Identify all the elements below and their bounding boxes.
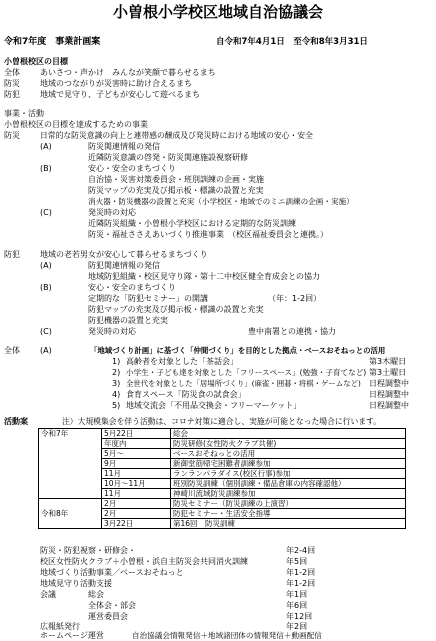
homepage-value: 自治協議会情報発信＋地域諸団体の情報発信＋動画配信 <box>132 631 322 640</box>
event-cell: 班別防災訓練（個別訓練・備品倉庫の内容確認他） <box>171 479 406 489</box>
bousai-item: 発災時の対応 <box>88 208 136 217</box>
goal-label: 防犯 <box>4 90 20 99</box>
date-cell: 11月 <box>102 469 171 479</box>
summary-label: 防災・防犯視察・研修会・ <box>40 546 136 555</box>
group-mark: (A) <box>40 346 52 355</box>
summary-value: 年5回 <box>286 557 308 566</box>
year-cell: 令和7年 <box>39 429 102 499</box>
document-title: 小曽根小学校区地域自治協議会 <box>112 3 323 21</box>
goal-label: 防災 <box>4 79 20 88</box>
bouhan-item: 防犯機器の設置と充実 <box>88 316 168 325</box>
event-cell: 防災研修(女性防火クラブ共催) <box>171 439 406 449</box>
activities-subheading: 小曽根校区の目標を達成するための事業 <box>4 120 148 129</box>
schedule-table <box>38 428 406 529</box>
meetings-label: 会議 <box>40 590 56 599</box>
newsletter-label: 広報紙発行 <box>40 622 80 631</box>
event-cell: ベースおそねっとの活用 <box>171 449 406 459</box>
meeting-name: 運営委員会 <box>88 612 128 621</box>
seminar-frequency: （年：1-2回） <box>268 294 322 303</box>
bousai-item: 防災マップの充実及び掲示板・標識の設置と充実 <box>88 186 264 195</box>
group-mark: (B) <box>40 283 52 292</box>
event-cell: 神崎川流域防災訓練参加 <box>171 489 406 499</box>
event-cell: 新御堂筋帰宅困難者訓練参加 <box>171 459 406 469</box>
zentai-item: 全世代を対象とした「居場所づくり」(麻雀・囲碁・将棋・ゲームなど) <box>126 379 361 388</box>
police-note: 豊中南署との連携・協力 <box>248 327 336 336</box>
zentai-item-num: 2) <box>112 368 121 377</box>
activities-heading: 事業・活動 <box>4 109 44 118</box>
summary-value: 年1-2回 <box>286 579 316 588</box>
group-mark: (A) <box>40 261 52 270</box>
goal-text: 地域で見守り、子どもが安心して遊べるまち <box>40 90 200 99</box>
bousai-item: 安心・安全のまちづくり <box>88 164 176 173</box>
event-cell: ランランパラダイス(校区行事)参加 <box>171 469 406 479</box>
summary-value: 年1-2回 <box>286 568 316 577</box>
event-cell: 総会 <box>171 429 406 439</box>
goals-heading: 小曽根校区の目標 <box>4 57 68 66</box>
plan-heading: 令和7年度 事業計画案 <box>4 37 101 47</box>
bouhan-intro: 地域の老若男女が安心して暮らせるまちづくり <box>40 250 208 259</box>
group-mark: (A) <box>40 142 52 151</box>
date-cell: 2月 <box>102 509 171 519</box>
bouhan-item: 地域防犯組織・校区見守り隊・第十二中校区健全育成会との協力 <box>88 272 320 281</box>
year-cell: 令和8年 <box>39 499 102 529</box>
meeting-name: 全体会・部会 <box>88 601 136 610</box>
group-mark: (C) <box>40 208 52 217</box>
bouhan-item: 安心・安全のまちづくり <box>88 283 176 292</box>
event-cell: 防災セミナー（防災訓練の上演習） <box>171 499 406 509</box>
zentai-item-note: 第3土曜日 <box>369 368 407 377</box>
bousai-intro: 日常的な防災意識の向上と連帯感の醸成及び発災時における地域の安心・安全 <box>40 131 313 140</box>
zentai-item-note: 第3木曜日 <box>369 357 407 366</box>
date-cell: 2月 <box>102 499 171 509</box>
group-mark: (C) <box>40 327 52 336</box>
date-cell: 11月 <box>102 489 171 499</box>
meeting-value: 年1回 <box>286 590 308 599</box>
schedule-note: 注）大規模集会を伴う活動は、コロナ対策に適合し、実施が可能となった場合に行います。 <box>62 417 382 426</box>
zentai-item: 地域交流会「不用品交換会・フリーマーケット」 <box>126 401 302 410</box>
summary-value: 年2-4回 <box>286 546 316 555</box>
goal-text: 地域のつながりが災害時に助け合えるまち <box>40 79 192 88</box>
zentai-item: 食育スペース「防災食の試食会」 <box>126 390 246 399</box>
zentai-item: 高齢者を対象とした「茶話会」 <box>126 357 238 366</box>
bousai-item: 消火器・防災機器の設置と充実（小学校区・地域でのミニ訓練の企画・実施） <box>88 197 354 206</box>
goal-text: あいさつ・声かけ みんなが笑顔で暮らせるまち <box>40 68 216 77</box>
zentai-lead: 「地域づくり計画」に基づく「仲間づくり」を目的とした拠点・ベースおそねっとの活用 <box>90 346 386 355</box>
bousai-item: 防災関連情報の発信 <box>88 142 160 151</box>
date-cell: 9月 <box>102 459 171 469</box>
bousai-item: 自治協・災害対策委員会・班別訓練の企画・実施 <box>88 175 264 184</box>
bousai-item: 近隣防災組織・小曽根小学校区における定期的な防災訓練 <box>88 219 296 228</box>
event-cell: 第16回 防災訓練 <box>171 519 406 529</box>
meeting-name: 総会 <box>88 590 104 599</box>
meeting-value: 年12回 <box>286 612 313 621</box>
bouhan-label: 防犯 <box>4 250 20 259</box>
zentai-item-note: 日程調整中 <box>369 401 409 410</box>
zentai-item-num: 5) <box>112 401 121 410</box>
bouhan-item: 防犯マップの充実及び掲示板・標識の設置と充実 <box>88 305 264 314</box>
table-row <box>39 499 406 509</box>
zentai-item: 小学生・子ども達を対象とした「フリースペース」(勉強・子育てなど) <box>126 368 367 377</box>
group-mark: (B) <box>40 164 52 173</box>
homepage-label: ホームページ運営 <box>40 631 104 640</box>
date-cell: 10月～11月 <box>102 479 171 489</box>
bouhan-item: 防犯関連情報の発信 <box>88 261 160 270</box>
schedule-label: 活動案 <box>4 417 28 426</box>
zentai-item-num: 3) <box>112 379 121 388</box>
bouhan-item: 発災時の対応 <box>88 327 136 336</box>
goal-label: 全体 <box>4 68 20 77</box>
date-cell: 年度内 <box>102 439 171 449</box>
summary-label: 校区女性防火クラブ＋小曽根・浜自主防災会共同消火訓練 <box>40 557 248 566</box>
plan-period: 自令和7年4月1日 至令和8年3月31日 <box>216 37 368 47</box>
summary-label: 地域見守り活動支援 <box>40 579 112 588</box>
table-row <box>39 429 406 439</box>
date-cell: 3月22日 <box>102 519 171 529</box>
zentai-label: 全体 <box>4 346 20 355</box>
bousai-item: 近隣防災意識の啓発・防災関連施設視察研修 <box>88 153 248 162</box>
meeting-value: 年6回 <box>286 601 308 610</box>
summary-label: 地域づくり活動事業／ベースおそねっと <box>40 568 184 577</box>
bousai-item: 防災・福祉ささえあいづくり推進事業 （校区福祉委員会と連携。） <box>88 230 328 239</box>
event-cell: 防犯セミナー・生活安全指導 <box>171 509 406 519</box>
zentai-item-note: 日程調整中 <box>369 379 409 388</box>
date-cell: 5月～ <box>102 449 171 459</box>
newsletter-value: 年2回 <box>286 622 308 631</box>
zentai-item-num: 4) <box>112 390 121 399</box>
bousai-label: 防災 <box>4 131 20 140</box>
date-cell: 5月22日 <box>102 429 171 439</box>
zentai-item-note: 日程調整中 <box>369 390 409 399</box>
bouhan-item: 定期的な「防犯セミナー」の開講 <box>88 294 208 303</box>
zentai-item-num: 1) <box>112 357 121 366</box>
